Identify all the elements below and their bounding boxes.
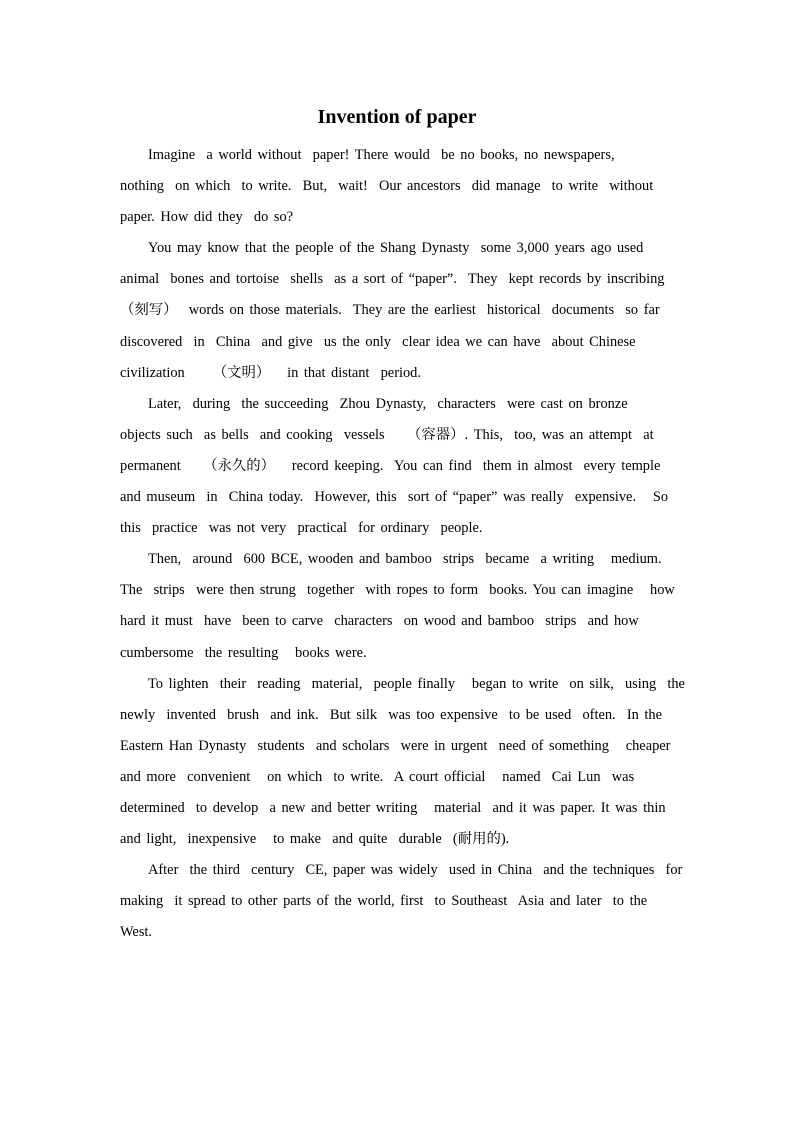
paragraph-line: hard it must have been to carve characters on wood and bamboo strips and how [120,613,639,630]
paragraph-line: and light, inexpensive to make and quite durable (耐用的). [120,831,510,848]
paragraph-line: You may know that the people of the Shang Dynasty some 3,000 years ago used [148,240,644,257]
paragraph-line: making it spread to other parts of the world, first to Southeast Asia and later to the [120,893,648,910]
paragraph-line: objects such as bells and cooking vessels （容器）. This, too, was an attempt at [120,426,654,443]
paragraph-line: determined to develop a new and better writing material and it was paper. It was thin [120,799,666,816]
paragraph-line: nothing on which to write. But, wait! Our ancestors did manage to write without [120,178,654,195]
paragraph-line: and more convenient on which to write. A court official named Cai Lun was [120,768,635,785]
paragraph-line: this practice was not very practical for ordinary people. [120,520,483,537]
paragraph-line: The strips were then strung together with ropes to form books. You can imagine how [120,582,675,599]
document-title: Invention of paper [317,106,477,128]
paragraph-line: civilization （文明） in that distant period. [120,364,421,381]
paragraph-5 [120,669,685,856]
paragraph-line: paper. How did they do so? [120,209,294,226]
paragraph-3 [120,389,680,544]
paragraph-line: Then, around 600 BCE, wooden and bamboo strips became a writing medium. [148,551,662,568]
paragraph-line: and museum in China today. However, this sort of “paper” was really expensive. So [120,489,669,506]
paragraph-line: West. [120,924,153,941]
paragraph-line: After the third century CE, paper was widely used in China and the techniques for [148,862,683,879]
paragraph-line: Imagine a world without paper! There would be no books, no newspapers, [148,147,615,163]
paragraph-line: Eastern Han Dynasty students and scholars were in urgent need of something cheaper [120,737,671,754]
paragraph-line: animal bones and tortoise shells as a sort of “paper”. They kept records by inscribing [120,271,665,288]
paragraph-6 [120,855,683,948]
paragraph-line: Later, during the succeeding Zhou Dynasty, characters were cast on bronze [148,395,628,412]
paragraph-4 [120,544,680,668]
paragraph-2 [120,233,680,388]
paragraph-line: cumbersome the resulting books were. [120,644,367,661]
paragraph-line: To lighten their reading material, people finally began to write on silk, using the [148,675,685,692]
document-body [120,140,685,948]
paragraph-line: permanent （永久的） record keeping. You can find them in almost every temple [120,457,661,474]
paragraph-line: （刻写） words on those materials. They are the earliest historical documents so far [120,302,660,319]
paragraph-1 [120,140,680,233]
paragraph-line: discovered in China and give us the only clear idea we can have about Chinese [120,333,636,350]
paragraph-line: newly invented brush and ink. But silk was too expensive to be used often. In the [120,706,662,723]
